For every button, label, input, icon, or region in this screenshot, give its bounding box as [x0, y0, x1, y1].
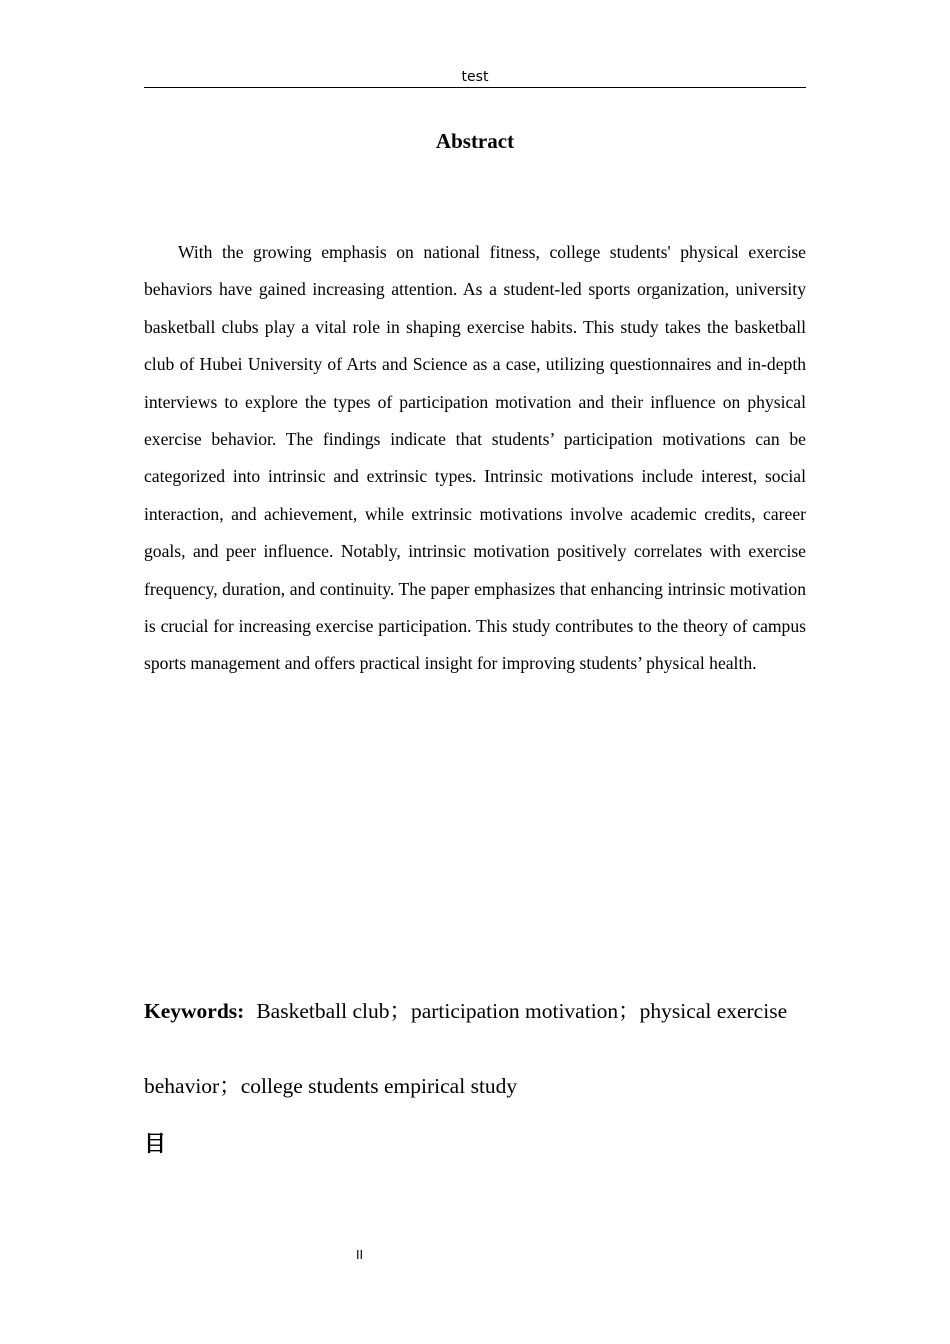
abstract-title: Abstract: [435, 129, 515, 153]
keywords-text: Basketball club；participation motivation；physical exercise behavior；college students empirical study: [144, 999, 788, 1098]
keywords-label: Keywords:: [144, 999, 245, 1023]
abstract-body: With the growing emphasis on national fitness, college students' physical exercise behaviors have gained increasing attention. As a student-led sports organization, university basketball clubs play a vital role in shaping exercise habits. This study takes the basketball club of Hubei University of Arts and Science as a case, utilizing questionnaires and in-depth interviews to explore the types of participation motivation and their influence on physical exercise behavior. The findings indicate that students’ participation motivations can be categorized into intrinsic and extrinsic types. Intrinsic motivations include interest, social interaction, and achievement, while extrinsic motivations involve academic credits, career goals, and peer influence. Notably, intrinsic motivation positively correlates with exercise frequency, duration, and continuity. The paper emphasizes that enhancing intrinsic motivation is crucial for increasing exercise participation. This study contributes to the theory of campus sports management and offers practical insight for improving students’ physical health.: [144, 242, 806, 674]
header-rule: [144, 87, 806, 88]
page-header: test: [461, 69, 489, 85]
toc-heading: 目: [144, 1132, 167, 1157]
page-number: II: [356, 1248, 364, 1262]
keywords-paragraph: [144, 974, 806, 1124]
